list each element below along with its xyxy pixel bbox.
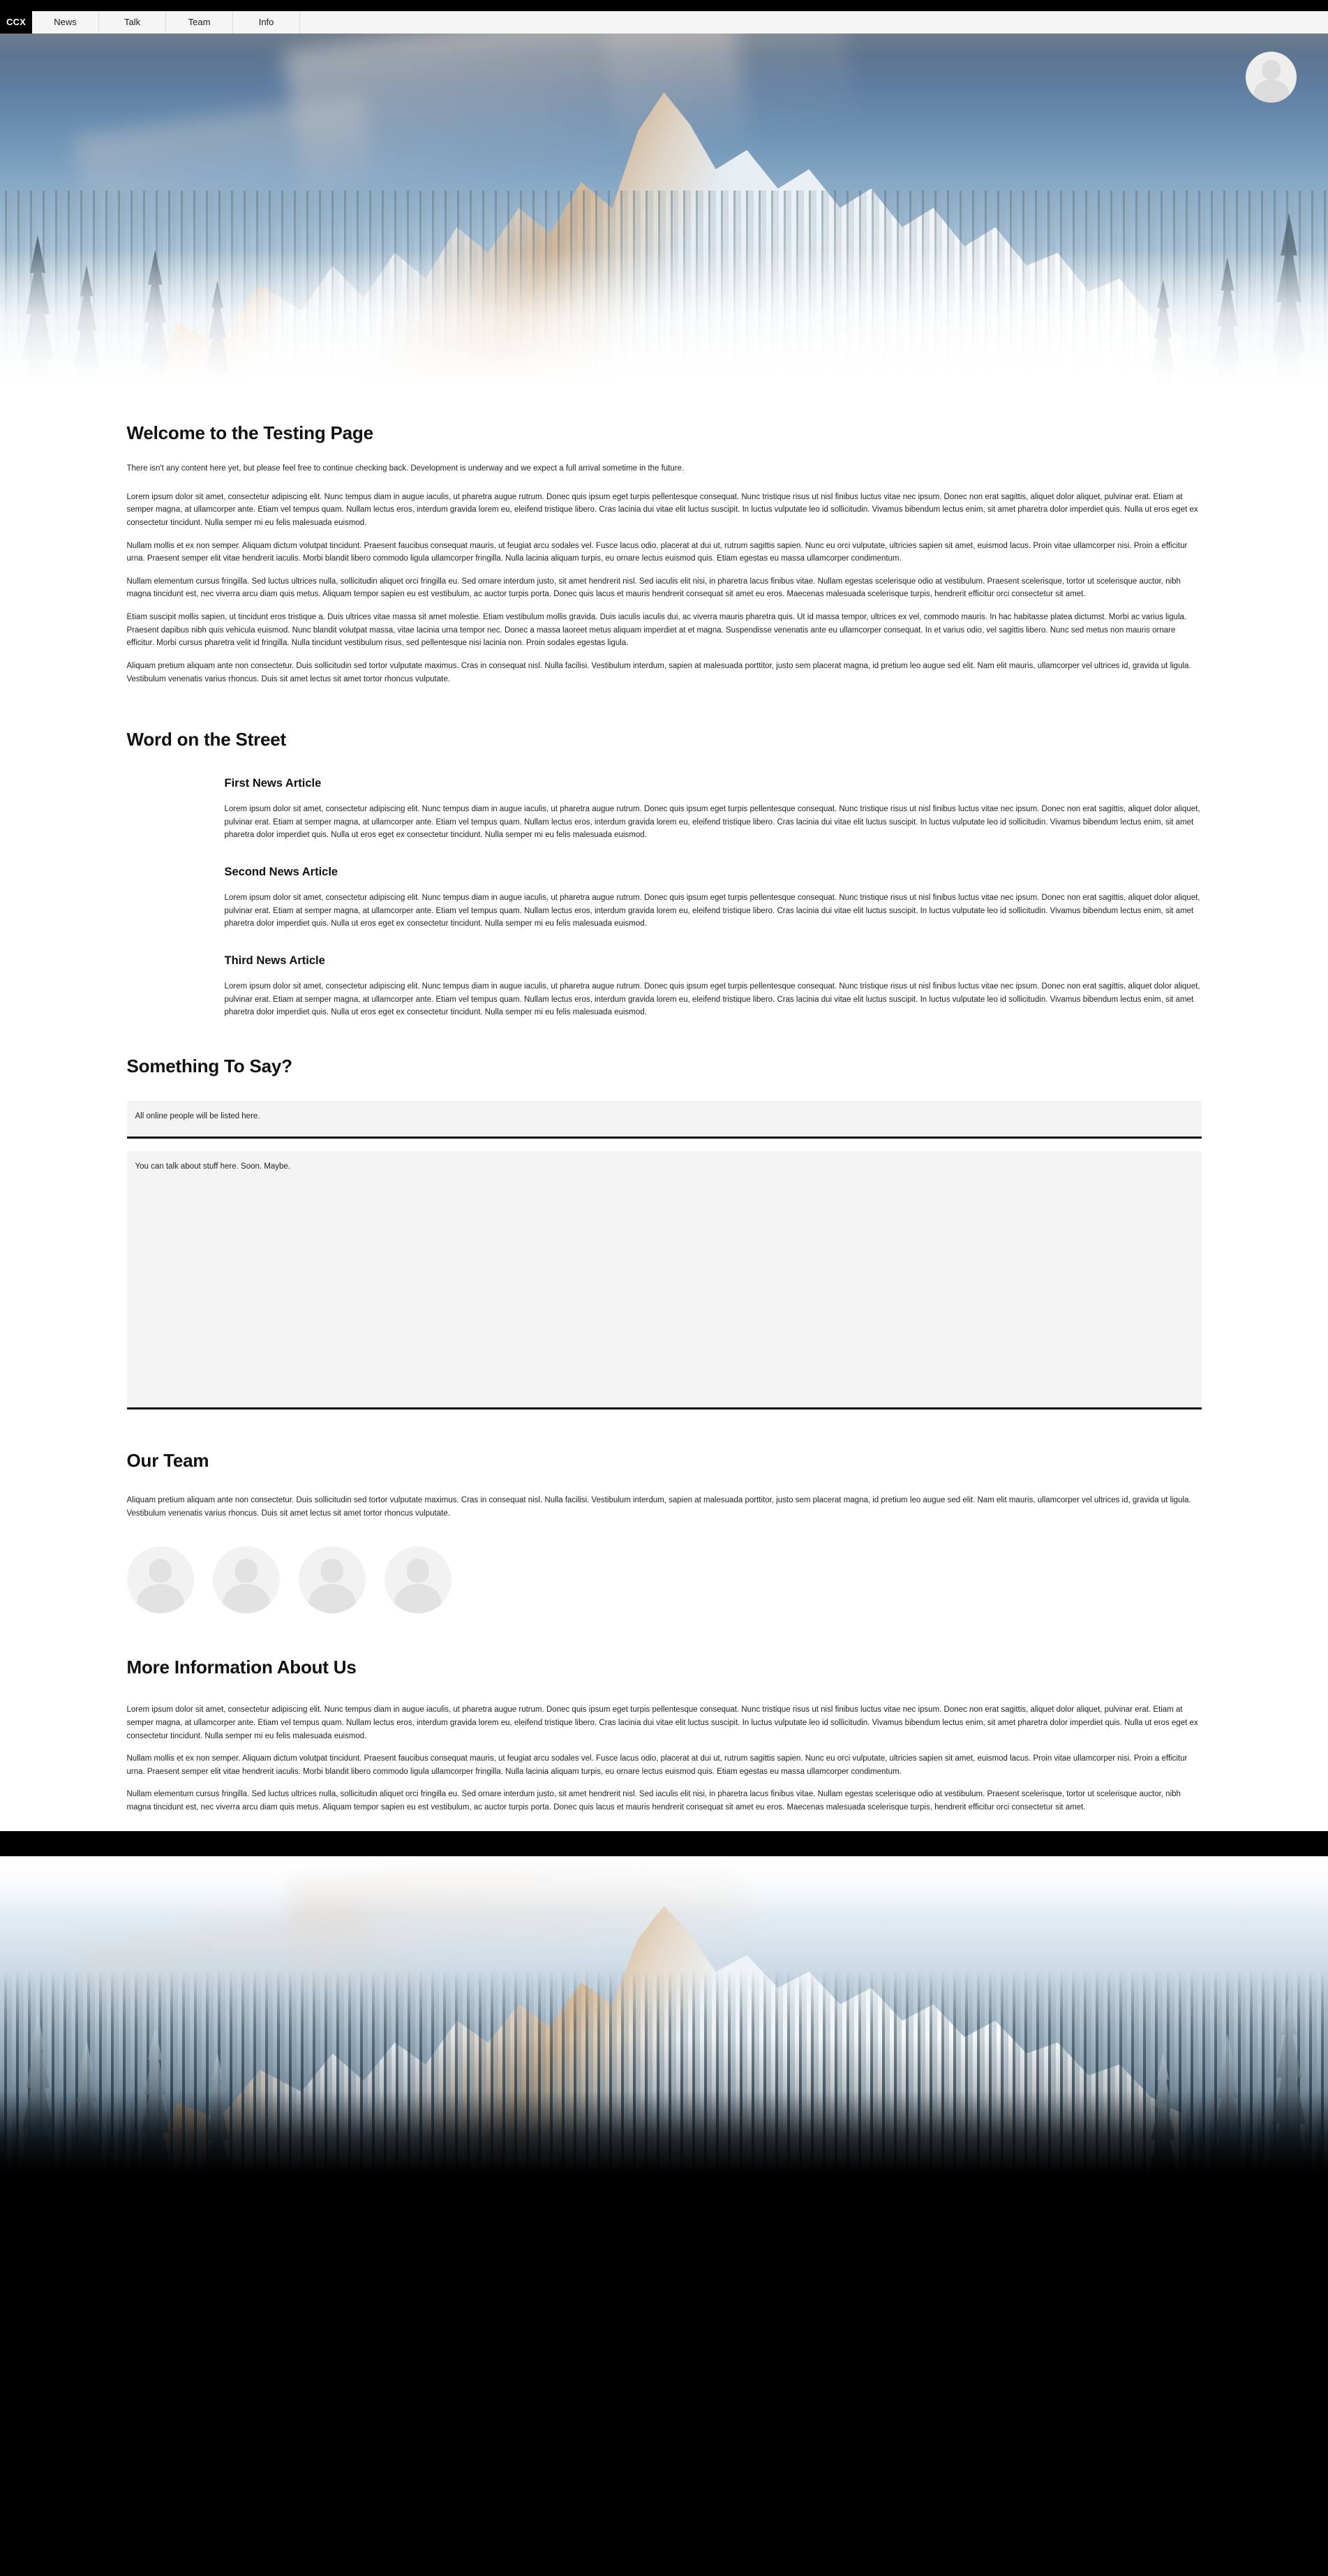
team-member-avatar-icon[interactable]: [299, 1546, 366, 1613]
news-article[interactable]: [127, 954, 1202, 1019]
team-intro-text: Aliquam pretium aliquam ante non consectetur. Duis sollicitudin sed tortor vulputate maximus. Cras in consequat nisl. Nulla facilisi. Vestibulum interdum, sapien at malesuada porttitor, justo sem placerat magna, id pretium leo augue sed elit. Nam elit mauris, ullamcorper vel ultrices id, gravida ut ligula. Vestibulum venenatis varius rhoncus. Duis sit amet lectus sit amet tortor rhoncus vulputate.: [126, 1496, 1191, 1518]
team-member-avatar-icon[interactable]: [213, 1546, 280, 1613]
team-member-avatar-icon[interactable]: [127, 1546, 194, 1613]
chat-section-title: Something To Say?: [126, 1055, 292, 1076]
page-content: [0, 407, 1328, 1831]
info-section-title: More Information About Us: [126, 1657, 357, 1678]
welcome-paragraph: Aliquam pretium aliquam ante non consectetur. Duis sollicitudin sed tortor vulputate maximus. Cras in consequat nisl. Nulla facilisi. Vestibulum interdum, sapien at malesuada porttitor, justo sem placerat magna, id pretium leo augue sed elit. Nam elit mauris, ullamcorper vel ultrices id, gravida ut ligula. Vestibulum venenatis varius rhoncus. Duis sit amet lectus sit amet tortor rhoncus vulputate.: [126, 661, 1191, 683]
nav-link-news[interactable]: News: [32, 11, 99, 34]
footer-mountain-image: [0, 1856, 1328, 2174]
news-article[interactable]: [127, 866, 1202, 931]
section-team: [120, 1409, 1209, 1613]
team-section-title: Our Team: [126, 1450, 209, 1471]
news-article[interactable]: [127, 777, 1202, 842]
avatar-head-shape: [149, 1559, 172, 1583]
online-users-panel: [127, 1101, 1202, 1139]
news-article-body: Lorem ipsum dolor sit amet, consectetur adipiscing elit. Nunc tempus diam in augue iaculis, ut pharetra augue rutrum. Donec quis ipsum eget turpis pellentesque consequat. Nunc tristique risus ut nisl finibus luctus vitae nec ipsum. Donec non erat sagittis, aliquet dolor aliquet, pulvinar erat. Etiam at semper magna, at ullamcorper ante. Etiam vel tempus quam. Nullam lectus eros, interdum gravida lorem eu, eleifend tristique libero. Cras lacinia dui vitae elit luctus suscipit. In luctus vulputate leo id sollicitudin. Vivamus bibendum lectus enim, sit amet pharetra dolor imperdiet quis. Nulla ut eros eget ex consectetur tincidunt. Nulla semper mi eu felis malesuada euismod.: [224, 982, 1200, 1017]
info-paragraph: Nullam elementum cursus fringilla. Sed luctus ultrices nulla, sollicitudin aliquet orci fringilla eu. Sed ornare interdum justo, sit amet hendrerit nisl. Sed iaculis elit nisi, in pharetra lacus finibus vitae. Nullam egestas scelerisque odio at vestibulum. Praesent scelerisque, tortor ut scelerisque auctor, nibh magna tincidunt est, nec viverra arcu diam quis metus. Aliquam tempor sapien eu est vestibulum, ac auctor turpis porta. Donec quis lacus et mauris hendrerit consequat sit amet eu eros. Maecenas malesuada scelerisque turpis, hendrerit efficitur orci consectetur sit amet.: [126, 1790, 1181, 1812]
news-article-title: Second News Article: [224, 866, 338, 878]
hero-banner: [0, 34, 1328, 407]
welcome-lead-text: There isn't any content here yet, but please feel free to continue checking back. Development is underway and we expect a full arrival sometime in the future.: [126, 464, 685, 473]
info-paragraph: Lorem ipsum dolor sit amet, consectetur adipiscing elit. Nunc tempus diam in augue iaculis, ut pharetra augue rutrum. Donec quis ipsum eget turpis pellentesque consequat. Nunc tristique risus ut nisl finibus luctus vitae nec ipsum. Donec non erat sagittis, aliquet dolor aliquet, pulvinar erat. Etiam at semper magna, at ullamcorper ante. Etiam vel tempus quam. Nullam lectus eros, interdum gravida lorem eu, eleifend tristique libero. Cras lacinia dui vitae elit luctus suscipit. In luctus vulputate leo id sollicitudin. Vivamus bibendum lectus enim, sit amet pharetra dolor imperdiet quis. Nulla ut eros eget ex consectetur tincidunt. Nulla semper mi eu felis malesuada euismod.: [126, 1705, 1198, 1740]
top-navigation-bar: [0, 0, 1328, 34]
footer-top-fade: [0, 1856, 1328, 1914]
avatar-head-shape: [234, 1559, 258, 1583]
news-article-body: Lorem ipsum dolor sit amet, consectetur adipiscing elit. Nunc tempus diam in augue iaculis, ut pharetra augue rutrum. Donec quis ipsum eget turpis pellentesque consequat. Nunc tristique risus ut nisl finibus luctus vitae nec ipsum. Donec non erat sagittis, aliquet dolor aliquet, pulvinar erat. Etiam at semper magna, at ullamcorper ante. Etiam vel tempus quam. Nullam lectus eros, interdum gravida lorem eu, eleifend tristique libero. Cras lacinia dui vitae elit luctus suscipit. In luctus vulputate leo id sollicitudin. Vivamus bibendum lectus enim, sit amet pharetra dolor imperdiet quis. Nulla ut eros eget ex consectetur tincidunt. Nulla semper mi eu felis malesuada euismod.: [224, 805, 1200, 840]
info-paragraph: Nullam mollis et ex non semper. Aliquam dictum volutpat tincidunt. Praesent faucibus consequat mauris, ut feugiat arcu sodales vel. Fusce lacus odio, placerat at dui ut, rutrum sagittis sapien. Nunc eu orci vulputate, ultricies sapien sit amet, euismod lacus. Proin vitae ullamcorper nisi. Proin a efficitur urna. Praesent semper elit vitae hendrerit iaculis. Morbi blandit libero commodo ligula ullamcorper fringilla. Nulla lacinia aliquam turpis, eu ornare lectus euismod quis. Etiam egestas eu massa ullamcorper condimentum.: [126, 1754, 1188, 1776]
avatar-body-shape: [137, 1584, 184, 1613]
avatar-body-shape: [394, 1584, 441, 1613]
nav-inner: [0, 11, 1328, 34]
avatar-body-shape: [308, 1584, 355, 1613]
welcome-paragraph: Nullam elementum cursus fringilla. Sed luctus ultrices nulla, sollicitudin aliquet orci fringilla eu. Sed ornare interdum justo, sit amet hendrerit nisl. Sed iaculis elit nisi, in pharetra lacus finibus vitae. Nullam egestas scelerisque odio at vestibulum. Praesent scelerisque, tortor ut scelerisque auctor, nibh magna tincidunt est, nec viverra arcu diam quis metus. Aliquam tempor sapien eu est vestibulum, ac auctor turpis porta. Donec quis lacus et mauris hendrerit consequat sit amet eu eros. Maecenas malesuada scelerisque turpis, hendrerit efficitur orci consectetur sit amet.: [126, 577, 1181, 599]
section-news: [120, 695, 1209, 1019]
footer-banner: [0, 1856, 1328, 2174]
section-info: [120, 1613, 1209, 1814]
news-article-title: First News Article: [224, 777, 322, 790]
brand-logo[interactable]: CCX: [0, 11, 32, 34]
nav-link-talk[interactable]: Talk: [99, 11, 166, 34]
nav-link-team[interactable]: Team: [166, 11, 233, 34]
news-list: [127, 777, 1202, 1019]
news-article-title: Third News Article: [224, 954, 325, 967]
avatar-head-shape: [1262, 60, 1280, 80]
avatar-body-shape: [223, 1584, 269, 1613]
user-avatar-icon[interactable]: [1246, 52, 1297, 103]
avatar-body-shape: [1253, 80, 1289, 103]
nav-links: [32, 11, 1328, 34]
online-users-placeholder: All online people will be listed here.: [135, 1111, 260, 1120]
welcome-paragraph: Etiam suscipit mollis sapien, ut tincidunt eros tristique a. Duis ultrices vitae massa sit amet molestie. Etiam vestibulum mollis gravida. Duis iaculis iaculis dui, ac viverra mauris pharetra quis. Ut id massa tempor, ultrices ex vel, commodo mauris. In hac habitasse platea dictumst. Morbi ac varius ligula. Praesent dapibus nibh quis vehicula euismod. Nunc blandit volutpat massa, vitae lacinia urna tempor nec. Donec a massa laoreet metus aliquam imperdiet at et magna. Suspendisse venenatis ante eu ullamcorper consequat. In et varius odio, vel sagittis libero. Nunc sed metus non mauris ornare efficitur. Morbi cursus pharetra velit id fringilla. Nulla tincidunt vestibulum risus, sed pellentesque nisi lacinia non. Proin sodales egestas ligula.: [126, 613, 1187, 648]
team-member-avatar-icon[interactable]: [385, 1546, 452, 1613]
avatar-head-shape: [320, 1559, 343, 1583]
chat-placeholder-text: You can talk about stuff here. Soon. Maybe.: [135, 1162, 290, 1171]
footer-bottom-bar: [0, 2174, 1328, 2198]
welcome-paragraph: Nullam mollis et ex non semper. Aliquam dictum volutpat tincidunt. Praesent faucibus consequat mauris, ut feugiat arcu sodales vel. Fusce lacus odio, placerat at dui ut, rutrum sagittis sapien. Nunc eu orci vulputate, ultricies sapien sit amet, euismod lacus. Proin vitae ullamcorper nisi. Proin a efficitur urna. Praesent semper elit vitae hendrerit iaculis. Morbi blandit libero commodo ligula ullamcorper fringilla. Nulla lacinia aliquam turpis, eu ornare lectus euismod quis. Etiam egestas eu massa ullamcorper condimentum.: [126, 541, 1188, 563]
footer-bottom-fade: [0, 2091, 1328, 2173]
hero-bottom-fade: [0, 250, 1328, 407]
page-title: Welcome to the Testing Page: [126, 422, 373, 443]
news-article-body: Lorem ipsum dolor sit amet, consectetur adipiscing elit. Nunc tempus diam in augue iaculis, ut pharetra augue rutrum. Donec quis ipsum eget turpis pellentesque consequat. Nunc tristique risus ut nisl finibus luctus vitae nec ipsum. Donec non erat sagittis, aliquet dolor aliquet, pulvinar erat. Etiam at semper magna, at ullamcorper ante. Etiam vel tempus quam. Nullam lectus eros, interdum gravida lorem eu, eleifend tristique libero. Cras lacinia dui vitae elit luctus suscipit. In luctus vulputate leo id sollicitudin. Vivamus bibendum lectus enim, sit amet pharetra dolor imperdiet quis. Nulla ut eros eget ex consectetur tincidunt. Nulla semper mi eu felis malesuada euismod.: [224, 894, 1200, 928]
section-welcome: [120, 407, 1209, 686]
section-chat: [120, 1019, 1209, 1409]
news-section-title: Word on the Street: [126, 729, 286, 750]
avatar-head-shape: [406, 1559, 429, 1583]
welcome-paragraph: Lorem ipsum dolor sit amet, consectetur adipiscing elit. Nunc tempus diam in augue iaculis, ut pharetra augue rutrum. Donec quis ipsum eget turpis pellentesque consequat. Nunc tristique risus ut nisl finibus luctus vitae nec ipsum. Donec non erat sagittis, aliquet dolor aliquet, pulvinar erat. Etiam at semper magna, at ullamcorper ante. Etiam vel tempus quam. Nullam lectus eros, interdum gravida lorem eu, eleifend tristique libero. Cras lacinia dui vitae elit luctus suscipit. In luctus vulputate leo id sollicitudin. Vivamus bibendum lectus enim, sit amet pharetra dolor imperdiet quis. Nulla ut eros eget ex consectetur tincidunt. Nulla semper mi eu felis malesuada euismod.: [126, 492, 1198, 527]
chat-message-panel[interactable]: [127, 1151, 1202, 1409]
team-members-row: [127, 1546, 1202, 1613]
nav-link-info[interactable]: Info: [233, 11, 300, 34]
hero-mountain-image: [0, 34, 1328, 407]
